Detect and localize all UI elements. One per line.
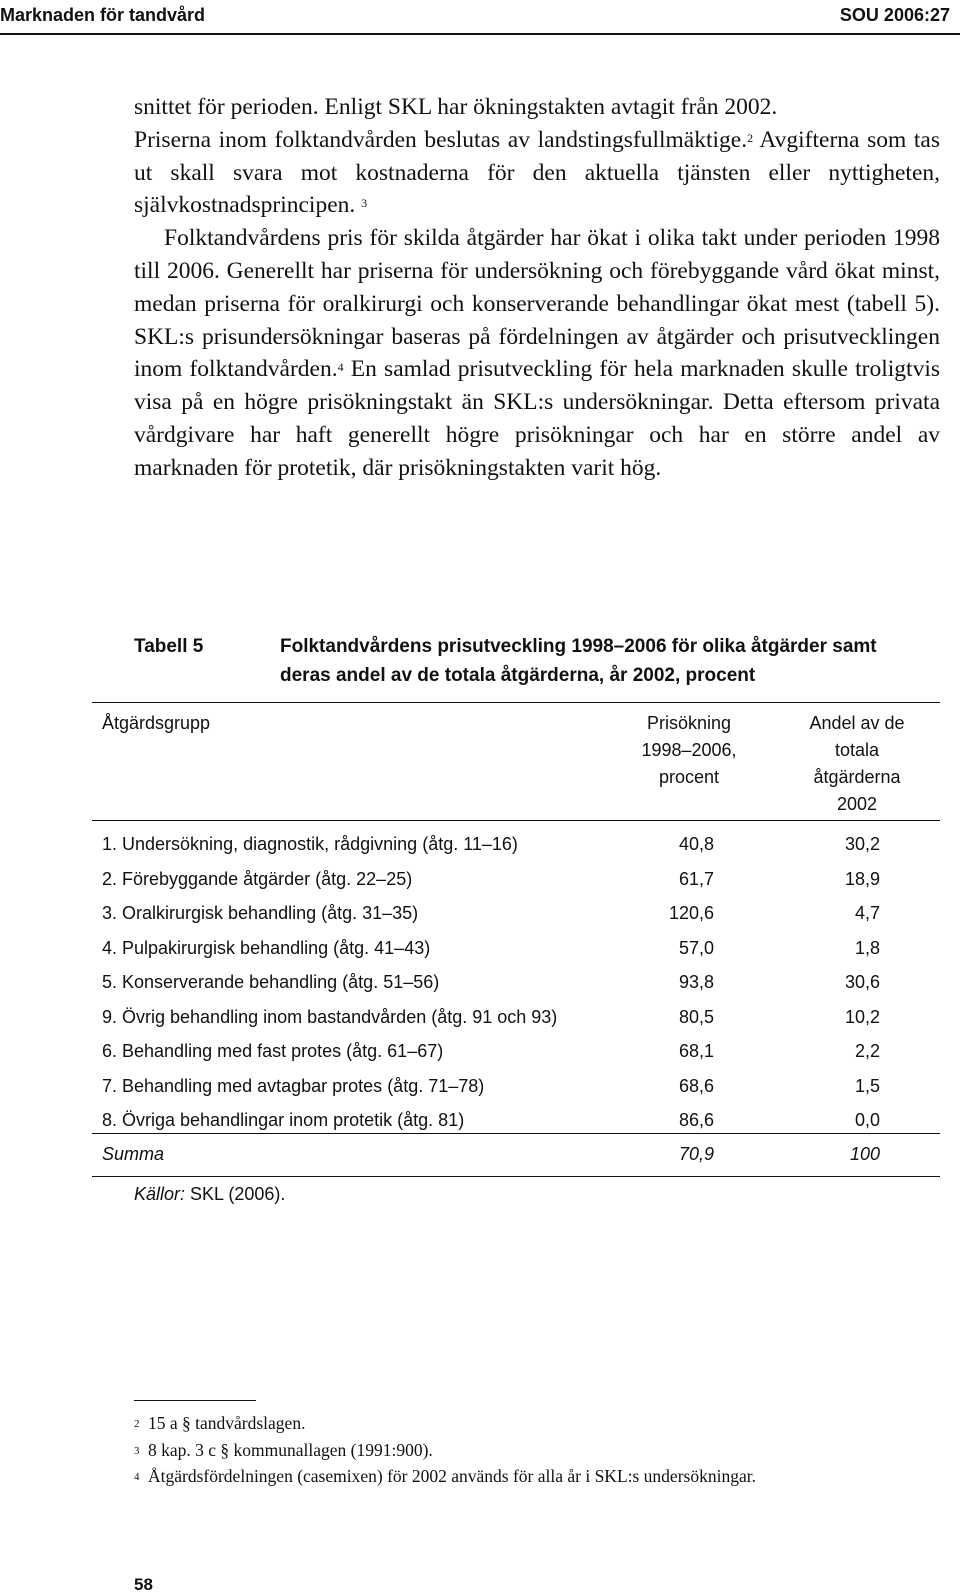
table-source — [134, 1184, 285, 1205]
table-row — [92, 1069, 940, 1104]
cell-group: 1. Undersökning, diagnostik, rådgivning (åtg. 11–16) — [102, 834, 518, 854]
paragraph-1: snittet för perioden. Enligt SKL har ökningstakten avtagit från 2002. — [134, 94, 778, 120]
footnote — [134, 1437, 940, 1464]
table-sum-row — [92, 1136, 940, 1172]
cell-share: 10,2 — [844, 1006, 880, 1027]
cell-share: 30,2 — [844, 834, 880, 854]
paragraph-3-part-a: Folktandvårdens pris för skilda åtgärder har ökat i olika takt under perioden 1998 till 2006. Generellt har priserna för undersökning och förebyggande vård ökat minst, medan priserna för oralkirurgi och konserverande behandlingar ökat mest (tabell 5). SKL:s prisundersökningar baseras på fördelningen av åtgärder och prisutvecklingen inom folktandvården. — [134, 225, 940, 383]
body-text — [134, 91, 940, 485]
cell-price: 80,5 — [678, 1006, 714, 1027]
table-label: Tabell 5 — [134, 636, 204, 657]
page-number: 58 — [134, 1575, 153, 1594]
table-row — [92, 965, 940, 1000]
footnote-number: 4 — [134, 1471, 140, 1483]
table-rule-top — [92, 702, 940, 703]
cell-group: 6. Behandling med fast protes (åtg. 61–67) — [102, 1041, 444, 1061]
paragraph-3 — [134, 222, 940, 484]
table-rule-header — [92, 820, 940, 821]
header-title: Marknaden för tandvård — [0, 5, 206, 25]
table-row — [92, 827, 940, 862]
cell-share: 30,6 — [844, 972, 880, 992]
footnote-text: 15 a § tandvårdslagen. — [148, 1413, 306, 1433]
sum-share: 100 — [849, 1144, 880, 1164]
col-header-price-line: procent — [658, 767, 720, 787]
paragraph-2-part-b: Avgifterna som tas ut skall svara mot kostnaderna för den aktuella tjänsten eller nyttigheten, självkostnadsprincipen. — [134, 126, 940, 219]
footnotes — [134, 1410, 940, 1490]
cell-price: 86,6 — [678, 1110, 714, 1130]
header-report-id: SOU 2006:27 — [839, 5, 950, 25]
cell-price: 57,0 — [678, 937, 714, 958]
running-header — [0, 0, 960, 35]
col-header-share-line: Andel av de — [809, 713, 905, 733]
footnote-ref-4: 4 — [337, 360, 344, 375]
table-row — [92, 862, 940, 897]
table-row — [92, 1000, 940, 1035]
footnote-text: Åtgärdsfördelningen (casemixen) för 2002 används för alla år i SKL:s undersökningar. — [148, 1466, 756, 1486]
cell-group: 8. Övriga behandlingar inom protetik (åtg. 81) — [102, 1110, 465, 1130]
paragraph-2 — [134, 124, 940, 222]
cell-price: 40,8 — [678, 834, 714, 854]
cell-share: 2,2 — [854, 1041, 880, 1061]
cell-share: 1,8 — [854, 937, 880, 958]
sum-label: Summa — [102, 1144, 165, 1164]
col-header-price — [614, 710, 764, 791]
sum-price: 70,9 — [678, 1144, 714, 1164]
cell-group: 7. Behandling med avtagbar protes (åtg. 71–78) — [102, 1075, 485, 1096]
cell-share: 4,7 — [854, 903, 880, 923]
footnote-text: 8 kap. 3 c § kommunallagen (1991:900). — [148, 1439, 433, 1460]
source-label: Källor: — [134, 1184, 186, 1204]
cell-price: 61,7 — [678, 868, 714, 889]
footnote — [134, 1410, 940, 1437]
col-header-group: Åtgärdsgrupp — [102, 713, 211, 733]
footnote-number: 3 — [134, 1444, 140, 1457]
cell-share: 1,5 — [854, 1075, 880, 1096]
cell-group: 4. Pulpakirurgisk behandling (åtg. 41–43) — [102, 937, 431, 958]
col-header-share — [782, 710, 932, 818]
table-rule-sum — [92, 1133, 940, 1134]
cell-share: 0,0 — [854, 1110, 880, 1130]
table-row — [92, 896, 940, 931]
col-header-share-line: totala — [834, 740, 880, 760]
table-body — [92, 827, 940, 1138]
cell-price: 68,6 — [678, 1075, 714, 1096]
cell-group: 9. Övrig behandling inom bastandvården (åtg. 91 och 93) — [102, 1006, 558, 1027]
footnote-ref-2: 2 — [747, 130, 754, 145]
col-header-price-line: Prisökning — [646, 713, 732, 733]
table-title: Folktandvårdens prisutveckling 1998–2006 för olika åtgärder samt deras andel av de totala åtgärderna, år 2002, procent — [280, 636, 877, 686]
col-header-share-line: åtgärderna — [813, 767, 901, 787]
paragraph-2-part-a: Priserna inom folktandvården beslutas av landstingsfullmäktige. — [134, 126, 748, 153]
footnote-ref-3: 3 — [361, 196, 368, 211]
table-row — [92, 931, 940, 966]
cell-group: 2. Förebyggande åtgärder (åtg. 22–25) — [102, 868, 413, 889]
cell-price: 68,1 — [678, 1041, 714, 1061]
col-header-share-line: 2002 — [836, 794, 878, 814]
cell-group: 5. Konserverande behandling (åtg. 51–56) — [102, 972, 440, 992]
footnote-divider — [134, 1400, 256, 1401]
source-text: SKL (2006). — [185, 1184, 286, 1204]
paragraph-3-part-b: En samlad prisutveckling för hela marknaden skulle troligtvis visa på en högre prisökningstakt än SKL:s undersökningar. Detta eftersom privata vårdgivare har haft generellt högre prisökningar och har en större andel av marknaden för protetik, där prisökningstakten varit hög. — [134, 356, 940, 481]
footnote-number: 2 — [134, 1418, 140, 1430]
cell-group: 3. Oralkirurgisk behandling (åtg. 31–35) — [102, 903, 419, 923]
table-rule-bottom — [92, 1176, 940, 1177]
col-header-price-line: 1998–2006, — [641, 740, 737, 760]
cell-price: 120,6 — [668, 903, 714, 923]
cell-price: 93,8 — [678, 972, 714, 992]
footnote — [134, 1463, 940, 1490]
cell-share: 18,9 — [844, 868, 880, 889]
table-row — [92, 1034, 940, 1069]
